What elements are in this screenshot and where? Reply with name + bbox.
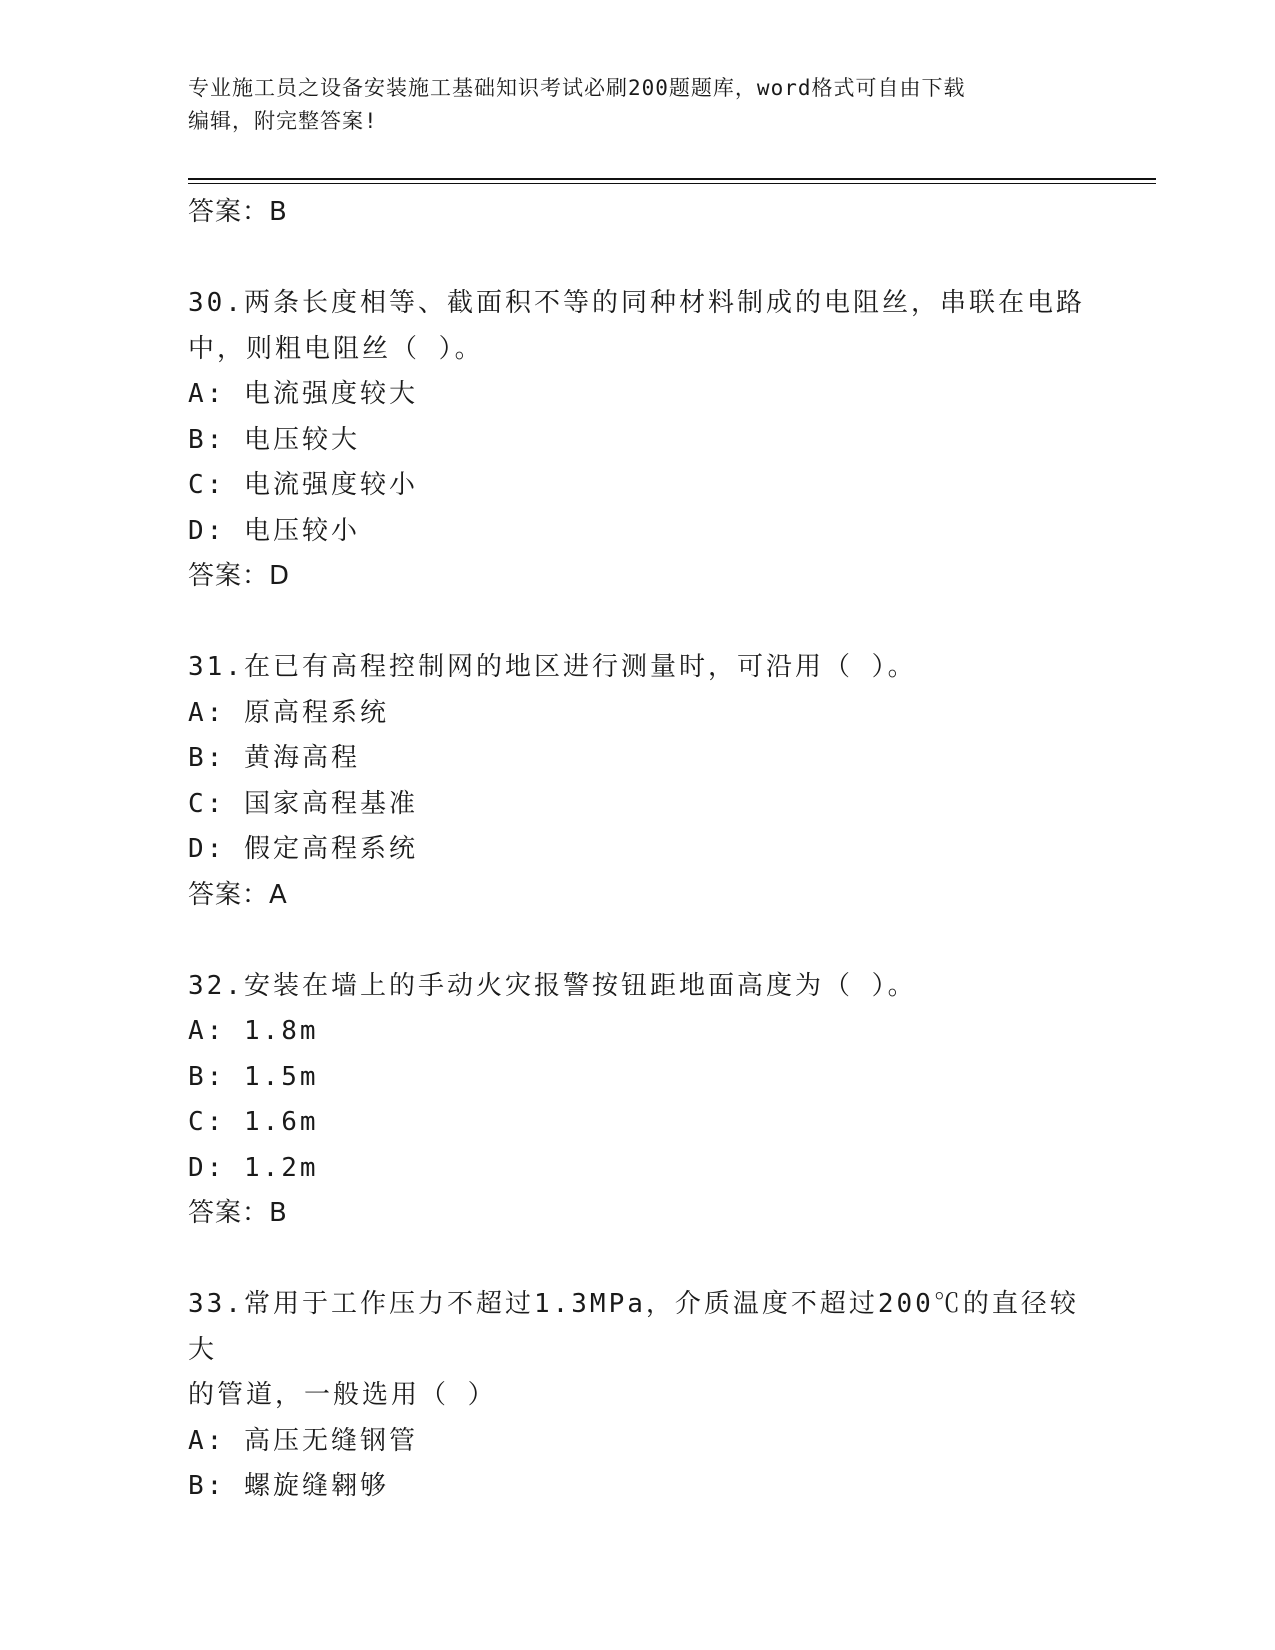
answer-line: 答案：B: [188, 1198, 288, 1228]
header-line-2: 编辑，附完整答案!: [188, 109, 378, 133]
option-b: B: 螺旋缝翱够: [188, 1471, 389, 1501]
option-a: A: 原高程系统: [188, 697, 389, 728]
option-a: A: 1.8m: [188, 1016, 319, 1046]
question-stem-continued: 中，则粗电阻丝（ ）。: [188, 333, 484, 364]
option-d: D: 假定高程系统: [188, 834, 418, 864]
question-content: [188, 190, 1088, 1510]
question-stem: 32.安装在墙上的手动火灾报警按钮距地面高度为（ ）。: [188, 970, 917, 1001]
option-b: B: 电压较大: [188, 424, 360, 455]
question-stem: 33.常用于工作压力不超过1.3MPa，介质温度不超过200℃的直径较大: [188, 1289, 1079, 1365]
question-block: [188, 1282, 1088, 1510]
option-c: C: 国家高程基准: [188, 788, 418, 819]
option-a: A: 电流强度较大: [188, 379, 418, 409]
question-stem: 31.在已有高程控制网的地区进行测量时，可沿用（ ）。: [188, 652, 917, 682]
option-b: B: 黄海高程: [188, 743, 360, 773]
header-rule-thin: [188, 183, 1156, 184]
option-c: C: 电流强度较小: [188, 470, 418, 500]
option-d: D: 电压较小: [188, 515, 360, 546]
question-stem-continued: 的管道，一般选用（ ）: [188, 1380, 497, 1410]
option-c: C: 1.6m: [188, 1107, 319, 1137]
option-d: D: 1.2m: [188, 1152, 319, 1183]
answer-line: 答案：A: [188, 879, 288, 910]
question-block: [188, 645, 1088, 918]
option-b: B: 1.5m: [188, 1061, 319, 1092]
header-rule-thick: [188, 178, 1156, 180]
option-a: A: 高压无缝钢管: [188, 1425, 418, 1456]
answer-line: 答案：B: [188, 197, 288, 227]
spacer: [188, 236, 1088, 282]
question-block: [188, 281, 1088, 600]
spacer: [188, 600, 1088, 646]
question-stem: 30.两条长度相等、截面积不等的同种材料制成的电阻丝，串联在电路: [188, 288, 1085, 318]
answer-line: 答案：D: [188, 561, 291, 591]
page-header: [188, 72, 1088, 138]
question-block: [188, 964, 1088, 1237]
header-line-1: 专业施工员之设备安装施工基础知识考试必刷200题题库，word格式可自由下载: [188, 76, 966, 100]
spacer: [188, 1237, 1088, 1283]
spacer: [188, 918, 1088, 964]
